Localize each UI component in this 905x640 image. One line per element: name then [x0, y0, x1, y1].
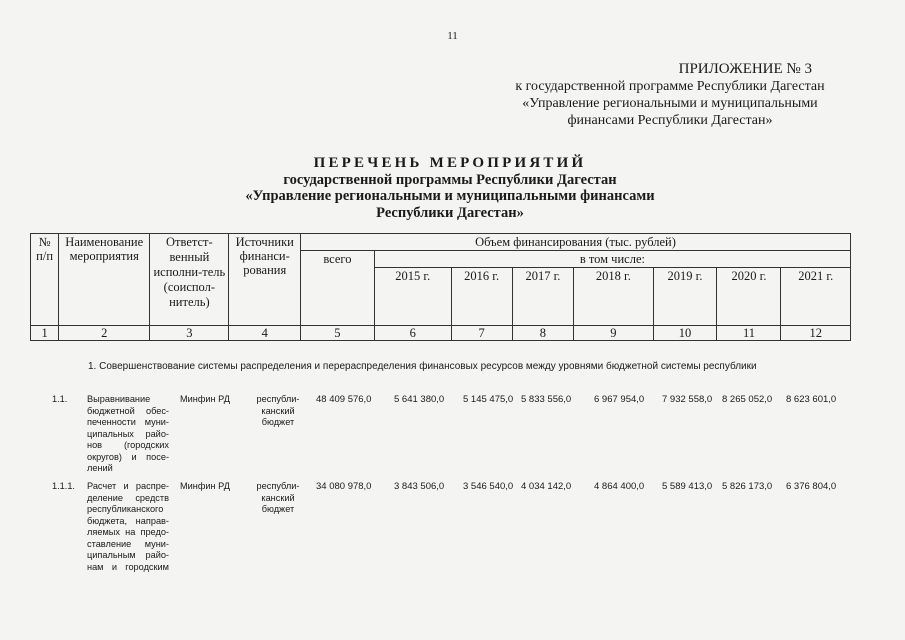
row-value: 7 932 558,0 — [662, 394, 713, 405]
header-num: № п/п — [31, 234, 59, 326]
title-line: ПЕРЕЧЕНЬ МЕРОПРИЯТИЙ — [313, 155, 587, 171]
row-name-line: ципальных райо- — [87, 428, 169, 439]
row-value: 5 589 413,0 — [662, 481, 713, 492]
appendix-line: «Управление региональными и муниципальными — [522, 96, 818, 111]
page-number: 11 — [447, 30, 458, 42]
row-value: 6 967 954,0 — [594, 394, 645, 405]
header-year: 2018 г. — [574, 268, 653, 326]
header-year: 2020 г. — [717, 268, 781, 326]
header-year: 2016 г. — [451, 268, 512, 326]
row-total: 48 409 576,0 — [316, 394, 372, 405]
header-funding: Объем финансирования (тыс. рублей) — [301, 234, 851, 251]
column-number: 7 — [451, 326, 512, 341]
column-number: 5 — [301, 326, 375, 341]
row-name-line: ставление муни- — [87, 538, 169, 549]
row-name-line: деление средств — [87, 492, 169, 503]
row-number: 1.1.1. — [52, 481, 75, 491]
row-source-line: бюджет — [261, 504, 295, 514]
row-value: 8 623 601,0 — [786, 394, 837, 405]
appendix-line: к государственной программе Республики Дагестан — [515, 79, 825, 94]
row-name-line: Выравнивание — [87, 394, 151, 404]
row-name — [87, 481, 169, 573]
row-responsible: Минфин РД — [180, 481, 230, 491]
row-value: 5 145 475,0 — [463, 394, 514, 405]
row-value: 4 864 400,0 — [594, 481, 645, 492]
column-number: 10 — [653, 326, 717, 341]
document-title — [150, 155, 750, 221]
row-name-line: бюджета, направ- — [87, 515, 169, 526]
row-value: 3 546 540,0 — [463, 481, 514, 492]
row-source-line: республи- — [256, 481, 300, 491]
row-name-line: округов) и посе- — [87, 451, 169, 462]
column-number: 12 — [781, 326, 851, 341]
row-name-line: печенности муни- — [87, 417, 169, 427]
row-name-line: республиканского — [87, 504, 164, 514]
row-total: 34 080 978,0 — [316, 481, 372, 492]
column-number: 4 — [229, 326, 301, 341]
row-value: 5 641 380,0 — [394, 394, 445, 405]
header-year: 2015 г. — [374, 268, 451, 326]
header-responsible: Ответст-венный исполни-тель (соиспол-нитель) — [150, 234, 229, 326]
row-source — [253, 481, 303, 516]
header-name: Наименование мероприятия — [59, 234, 150, 326]
column-number: 2 — [59, 326, 150, 341]
row-value: 4 034 142,0 — [521, 481, 572, 492]
column-number: 9 — [574, 326, 653, 341]
row-source-line: канский — [261, 405, 295, 416]
header-year: 2021 г. — [781, 268, 851, 326]
header-source: Источники финанси-рования — [229, 234, 301, 326]
row-number: 1.1. — [52, 394, 68, 404]
row-source — [253, 394, 303, 429]
header-year: 2019 г. — [653, 268, 717, 326]
row-name-line: бюджетной обес- — [87, 405, 169, 416]
title-line: Республики Дагестан» — [376, 204, 524, 221]
row-value: 5 826 173,0 — [722, 481, 773, 492]
row-source-line: республи- — [256, 394, 300, 404]
row-value: 6 376 804,0 — [786, 481, 837, 492]
row-name-line: лений — [87, 463, 113, 473]
column-number: 8 — [512, 326, 574, 341]
header-year: 2017 г. — [512, 268, 574, 326]
row-value: 8 265 052,0 — [722, 394, 773, 405]
row-value: 5 833 556,0 — [521, 394, 572, 405]
row-name-line: ляемых на предо- — [87, 527, 169, 537]
column-number: 3 — [150, 326, 229, 341]
row-source-line: бюджет — [261, 417, 295, 427]
column-number: 1 — [31, 326, 59, 341]
title-line: «Управление региональными и муниципальными финансами — [245, 188, 655, 204]
row-name-line: Расчет и распре- — [87, 481, 169, 491]
title-line: государственной программы Республики Дагестан — [283, 171, 617, 188]
header-total: всего — [301, 251, 375, 326]
section-heading: 1. Совершенствование системы распределения и перераспределения финансовых ресурсов между уровнями бюджетной системы республики — [88, 361, 757, 372]
appendix-heading: ПРИЛОЖЕНИЕ № 3 — [678, 61, 812, 77]
row-name-line: нам и городским — [87, 561, 169, 572]
row-name-line: нов (городских — [87, 440, 169, 450]
column-number: 11 — [717, 326, 781, 341]
row-value: 3 843 506,0 — [394, 481, 445, 492]
row-source-line: канский — [261, 492, 295, 503]
appendix-line: финансами Республики Дагестан» — [567, 113, 773, 128]
column-number: 6 — [374, 326, 451, 341]
row-responsible: Минфин РД — [180, 394, 230, 404]
appendix-header — [470, 61, 870, 129]
row-name — [87, 394, 169, 475]
row-name-line: ципальным райо- — [87, 550, 169, 560]
measures-table-header — [30, 233, 851, 341]
header-including: в том числе: — [374, 251, 850, 268]
